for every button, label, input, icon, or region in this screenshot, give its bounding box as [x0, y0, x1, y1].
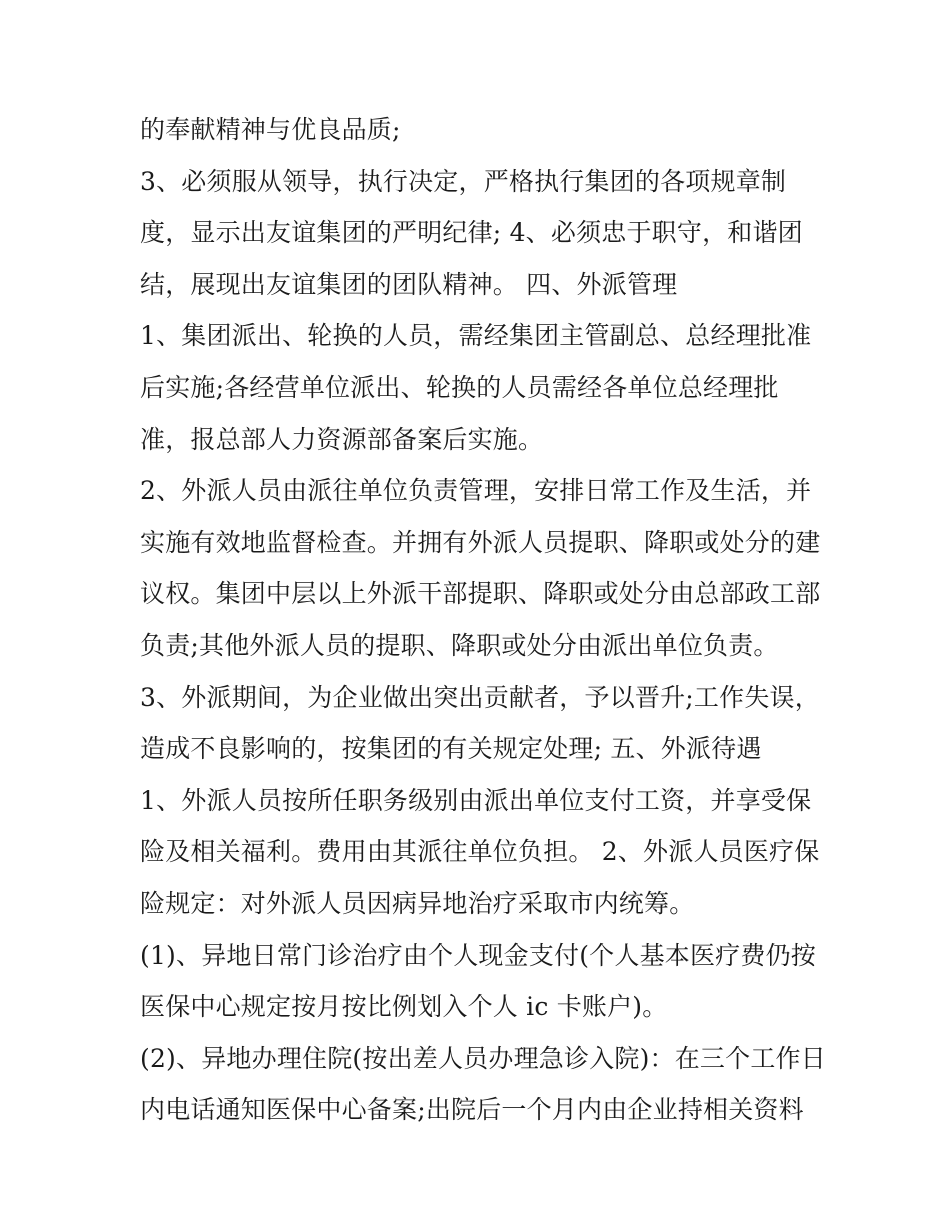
text-line: 1、外派人员按所任职务级别由派出单位支付工资，并享受保	[140, 785, 812, 815]
text-line: 结，展现出友谊集团的团队精神。 四、外派管理	[140, 269, 678, 299]
text-line: 险及相关福利。费用由其派往单位负担。 2、外派人员医疗保	[140, 837, 820, 867]
text-line: 造成不良影响的，按集团的有关规定处理; 五、外派待遇	[140, 734, 762, 764]
text-line: 负责;其他外派人员的提职、降职或处分由派出单位负责。	[140, 630, 779, 660]
text-line: 2、外派人员由派往单位负责管理，安排日常工作及生活，并	[140, 476, 812, 506]
text-line: 议权。集团中层以上外派干部提职、降职或处分由总部政工部	[140, 579, 821, 609]
text-line: 3、外派期间，为企业做出突出贡献者，予以晋升;工作失误，	[140, 682, 820, 712]
text-line: (2)、异地办理住院(按出差人员办理急诊入院)：在三个工作日	[140, 1043, 826, 1073]
text-line: (1)、异地日常门诊治疗由个人现金支付(个人基本医疗费仍按	[140, 940, 816, 970]
text-line: 医保中心规定按月按比例划入个人 ic 卡账户)。	[140, 992, 668, 1022]
text-line: 1、集团派出、轮换的人员，需经集团主管副总、总经理批准	[140, 321, 812, 351]
text-line: 后实施;各经营单位派出、轮换的人员需经各单位总经理批	[140, 372, 779, 402]
text-line: 3、必须服从领导，执行决定，严格执行集团的各项规章制	[140, 166, 787, 196]
text-line: 内电话通知医保中心备案;出院后一个月内由企业持相关资料	[140, 1095, 804, 1125]
text-line: 实施有效地监督检查。并拥有外派人员提职、降职或处分的建	[140, 527, 821, 557]
text-line: 准，报总部人力资源部备案后实施。	[140, 424, 544, 454]
text-line: 度，显示出友谊集团的严明纪律; 4、必须忠于职守，和谐团	[140, 218, 803, 248]
text-line: 的奉献精神与优良品质;	[140, 115, 401, 144]
document-body	[140, 104, 826, 1136]
text-line: 险规定：对外派人员因病异地治疗采取市内统筹。	[140, 888, 695, 918]
